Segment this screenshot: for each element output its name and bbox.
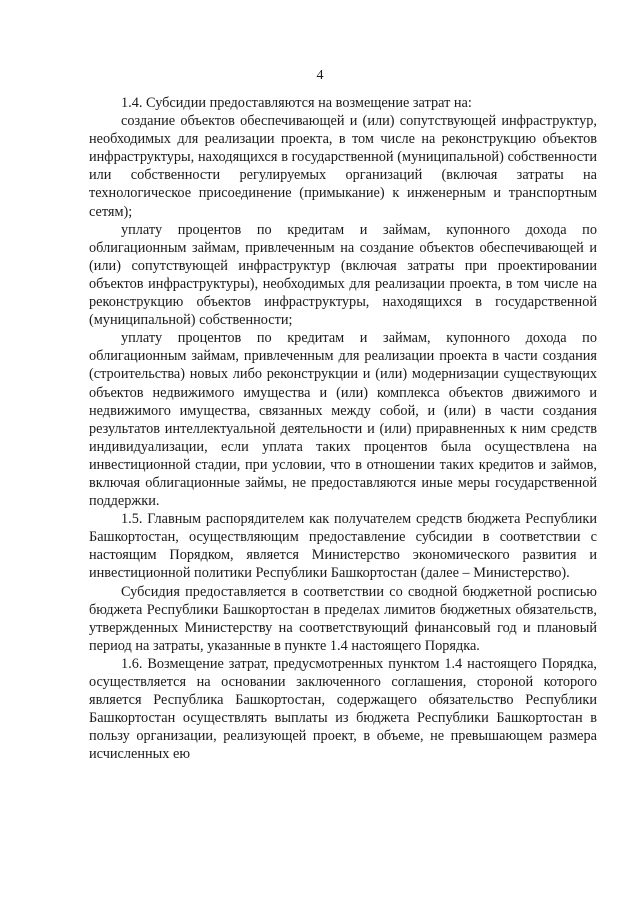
paragraph-subsidy-budget: Субсидия предоставляется в соответствии со сводной бюджетной росписью бюджета Республики Башкортостан в пределах лимитов бюджетных обязательств, утвержденных Министерству на соответствующий финансовый год и плановый период на затраты, указанные в пункте 1.4 настоящего Порядка. bbox=[89, 583, 597, 654]
paragraph-1-6: 1.6. Возмещение затрат, предусмотренных пунктом 1.4 настоящего Порядка, осуществляется на основании заключенного соглашения, стороной которого является Республика Башкортостан, содержащего обязательство Республики Башкортостан осуществлять выплаты из бюджета Республики Башкортостан в пользу организации, реализующей проект, в объеме, не превышающем размера исчисленных ею bbox=[89, 655, 597, 763]
paragraph-1-5: 1.5. Главным распорядителем как получателем средств бюджета Республики Башкортостан, осуществляющим предоставление субсидии в соответствии с настоящим Порядком, является Министерство экономического развития и инвестиционной политики Республики Башкортостан (далее – Министерство). bbox=[89, 511, 597, 582]
paragraph-infrastructure: создание объектов обеспечивающей и (или) сопутствующей инфраструктур, необходимых для реализации проекта, в том числе на реконструкцию объектов инфраструктуры, находящихся в государственной (муниципальной) собственности или собственности регулируемых организаций (включая затраты на технологическое присоединение (примыкание) к инженерным и транспортным сетям); bbox=[89, 113, 597, 220]
paragraph-interest-infrastructure: уплату процентов по кредитам и займам, купонного дохода по облигационным займам, привлеченным на создание объектов обеспечивающей и (или) сопутствующей инфраструктур (включая затраты при проектировании объектов инфраструктуры), необходимых для реализации проекта, в том числе на реконструкцию объектов инфраструктуры, находящихся в государственной (муниципальной) собственности; bbox=[89, 221, 597, 329]
paragraph-1-4: 1.4. Субсидии предоставляются на возмещение затрат на: bbox=[121, 95, 472, 111]
document-body bbox=[89, 94, 597, 763]
paragraph-interest-project: уплату процентов по кредитам и займам, купонного дохода по облигационным займам, привлеченным для реализации проекта в части создания (строительства) новых либо реконструкции и (или) модернизации существующих объектов недвижимого имущества и (или) комплекса объектов движимого и недвижимого имущества, связанных между собой, и (или) в части создания результатов интеллектуальной деятельности и (или) приравненных к ним средств индивидуализации, если уплата таких процентов была осуществлена на инвестиционной стадии, при условии, что в отношении таких кредитов и займов, включая облигационные займы, не предоставляются иные меры государственной поддержки. bbox=[89, 330, 597, 510]
page-number: 4 bbox=[316, 68, 324, 83]
